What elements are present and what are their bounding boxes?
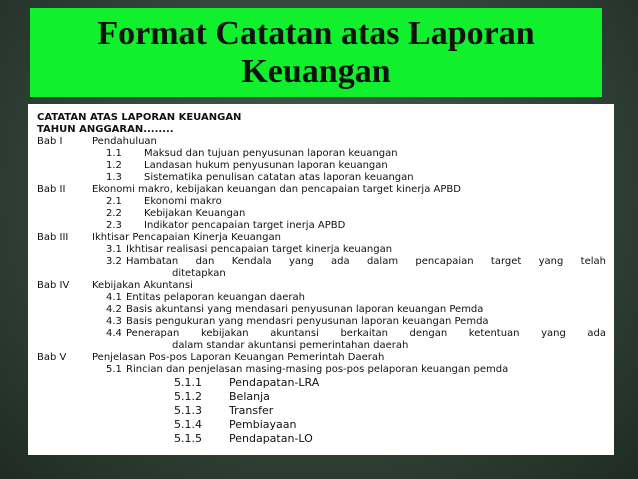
subsection-text: Transfer — [229, 404, 274, 417]
subsection-number: 5.1.5 — [174, 432, 202, 445]
chapter-title: Ikhtisar Pencapaian Kinerja Keuangan — [92, 232, 281, 243]
section-text: Ikhtisar realisasi pencapaian target kinerja keuangan — [126, 244, 393, 255]
section-number: 3.2 — [106, 256, 122, 267]
chapter-row — [37, 352, 606, 364]
section-number: 1.2 — [106, 160, 122, 171]
slide-title-line-2: Keuangan — [241, 52, 391, 90]
chapter-label: Bab III — [37, 232, 69, 243]
chapter-row — [37, 136, 606, 148]
chapter-row — [37, 184, 606, 196]
slide-title-line-1: Format Catatan atas Laporan — [97, 14, 535, 52]
section-number: 2.3 — [106, 220, 122, 231]
chapter-label: Bab IV — [37, 280, 70, 291]
subsection-row — [37, 404, 606, 418]
section-row — [37, 304, 606, 316]
subsection-text: Pendapatan-LO — [229, 432, 313, 445]
section-text: Sistematika penulisan catatan atas laporan keuangan — [144, 172, 414, 183]
section-number: 4.2 — [106, 304, 122, 315]
chapter-title: Pendahuluan — [92, 136, 157, 147]
subsection-row — [37, 376, 606, 390]
subsection-text: Pendapatan-LRA — [229, 376, 320, 389]
section-number: 3.1 — [106, 244, 122, 255]
subsection-text: Belanja — [229, 390, 270, 403]
section-row — [37, 148, 606, 160]
section-number: 4.1 — [106, 292, 122, 303]
chapter-label: Bab V — [37, 352, 67, 363]
section-row — [37, 172, 606, 184]
section-row — [37, 160, 606, 172]
subsection-number: 5.1.2 — [174, 390, 202, 403]
chapter-row — [37, 232, 606, 244]
section-text-continuation: dalam standar akuntansi pemerintahan daerah — [172, 340, 409, 351]
subsection-row — [37, 432, 606, 446]
section-text: Kebijakan Keuangan — [144, 208, 246, 219]
section-text-continuation: ditetapkan — [172, 268, 226, 279]
chapter-title: Ekonomi makro, kebijakan keuangan dan pencapaian target kinerja APBD — [92, 184, 461, 195]
section-number: 4.3 — [106, 316, 122, 327]
section-number: 5.1 — [106, 364, 122, 375]
section-row — [37, 244, 606, 256]
document-heading: CATATAN ATAS LAPORAN KEUANGAN — [37, 112, 242, 123]
section-text: Hambatan dan Kendala yang ada dalam pencapaian target yang telah — [126, 256, 606, 267]
document-panel — [28, 104, 614, 455]
chapter-label: Bab I — [37, 136, 63, 147]
subsection-row — [37, 418, 606, 432]
section-number: 4.4 — [106, 328, 122, 339]
section-row — [37, 316, 606, 328]
subsection-number: 5.1.1 — [174, 376, 202, 389]
section-text: Landasan hukum penyusunan laporan keuangan — [144, 160, 388, 171]
chapter-row — [37, 280, 606, 292]
document-subheading: TAHUN ANGGARAN........ — [37, 124, 174, 135]
section-text: Indikator pencapaian target inerja APBD — [144, 220, 346, 231]
section-number: 2.2 — [106, 208, 122, 219]
section-row — [37, 196, 606, 208]
subsection-row — [37, 390, 606, 404]
chapter-title: Kebijakan Akuntansi — [92, 280, 193, 291]
section-text: Ekonomi makro — [144, 196, 222, 207]
chapter-label: Bab II — [37, 184, 66, 195]
section-text: Entitas pelaporan keuangan daerah — [126, 292, 306, 303]
chapter-title: Penjelasan Pos-pos Laporan Keuangan Pemerintah Daerah — [92, 352, 385, 363]
section-number: 1.3 — [106, 172, 122, 183]
section-text: Penerapan kebijakan akuntansi berkaitan dengan ketentuan yang ada — [126, 328, 606, 339]
section-text: Maksud dan tujuan penyusunan laporan keuangan — [144, 148, 398, 159]
section-text: Basis akuntansi yang mendasari penyusunan laporan keuangan Pemda — [126, 304, 484, 315]
section-text: Rincian dan penjelasan masing-masing pos-pos pelaporan keuangan pemda — [126, 364, 509, 375]
section-row — [37, 328, 606, 340]
section-row — [37, 364, 606, 376]
section-number: 2.1 — [106, 196, 122, 207]
subsection-number: 5.1.4 — [174, 418, 202, 431]
subsection-number: 5.1.3 — [174, 404, 202, 417]
section-number: 1.1 — [106, 148, 122, 159]
subsection-text: Pembiayaan — [229, 418, 297, 431]
section-row — [37, 208, 606, 220]
section-row — [37, 220, 606, 232]
section-text: Basis pengukuran yang mendasri penyusunan laporan keuangan Pemda — [126, 316, 489, 327]
section-row — [37, 292, 606, 304]
slide-title-box — [30, 8, 602, 97]
section-row — [37, 256, 606, 268]
